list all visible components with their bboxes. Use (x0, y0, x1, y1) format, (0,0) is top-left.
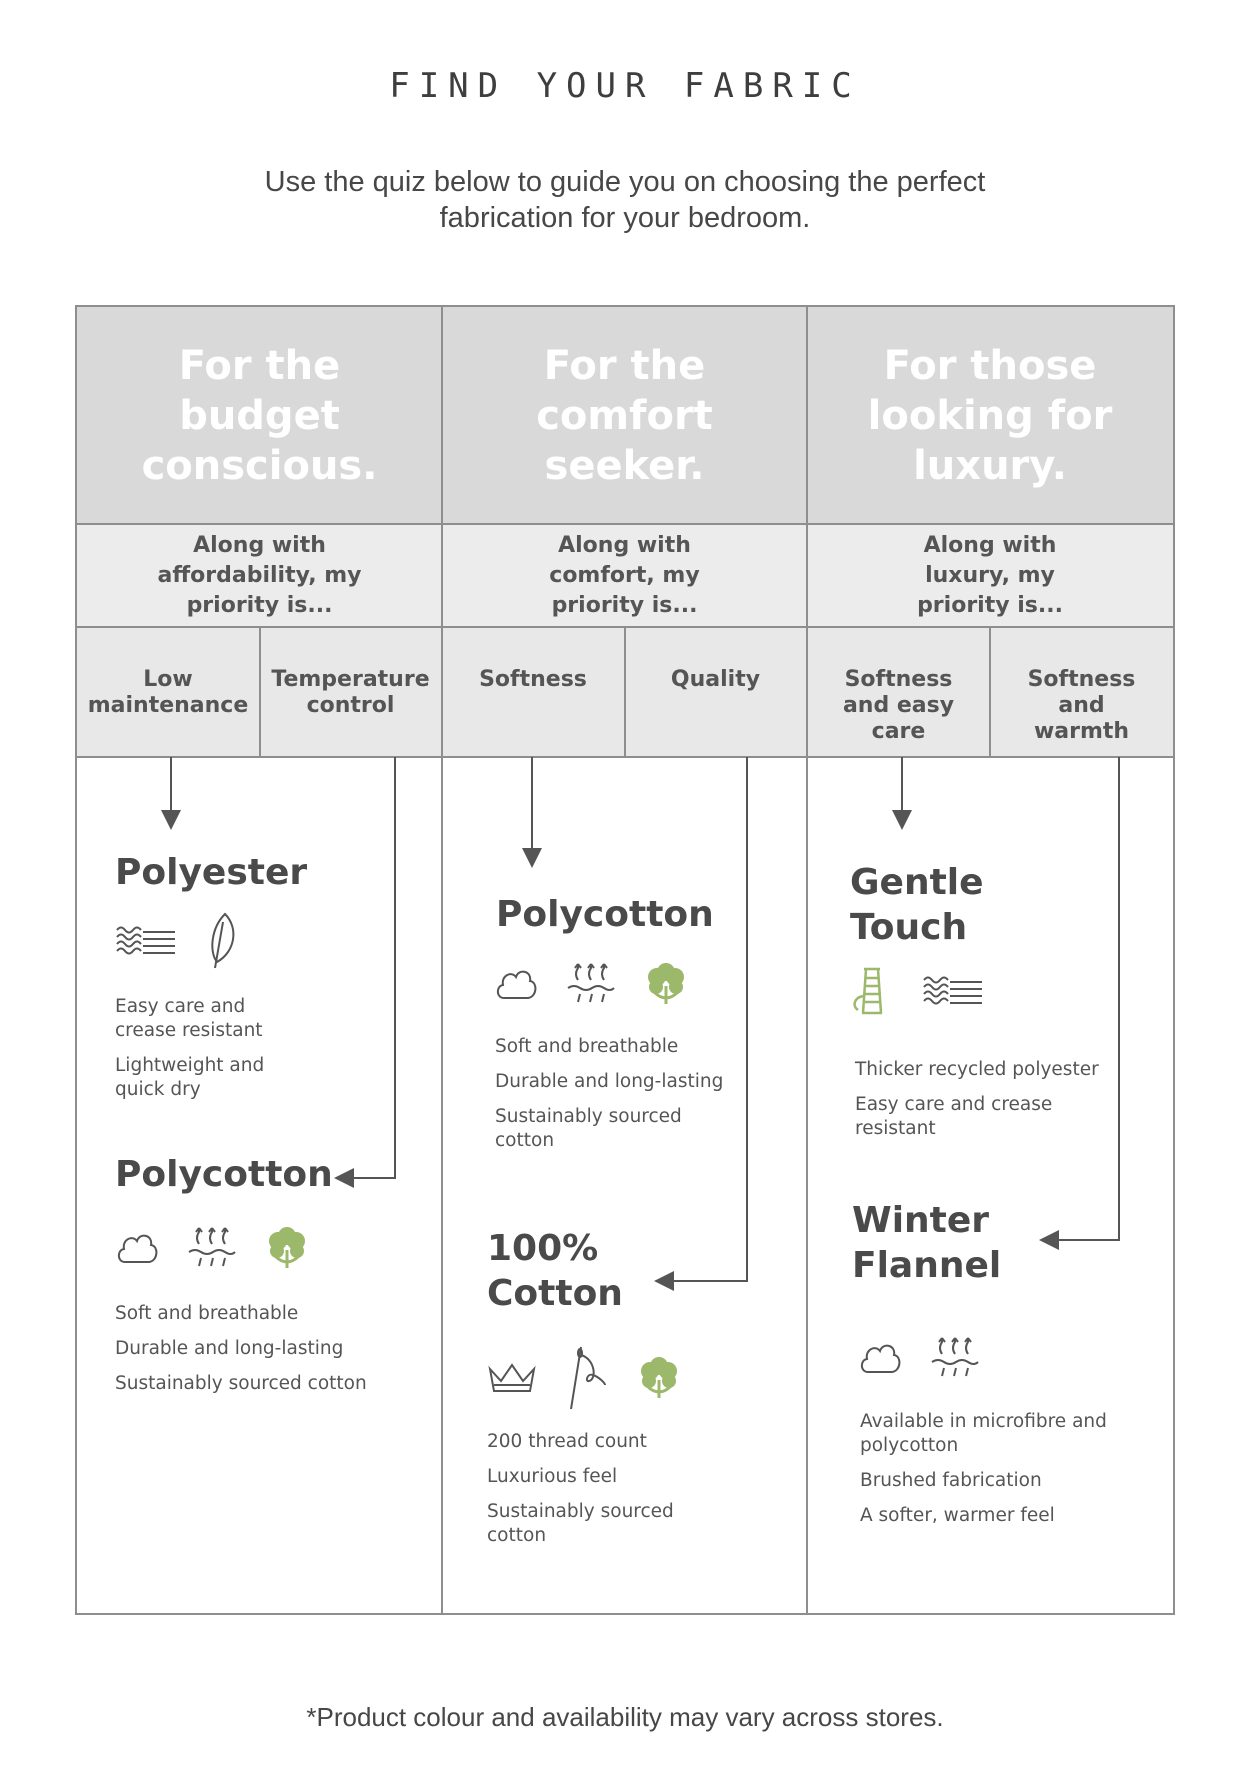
option-low-maintenance[interactable]: Low maintenance (77, 627, 259, 757)
fabric-name-polycotton: Polycotton (496, 894, 714, 935)
cotton-flower-icon (265, 1226, 309, 1274)
gentle-touch-features (855, 1058, 1115, 1152)
winter-flannel-features (860, 1410, 1120, 1539)
feature-text: Durable and long-lasting (115, 1338, 344, 1359)
feather-icon (205, 912, 239, 974)
winter-flannel-icons (858, 1336, 980, 1384)
gentle-touch-icons (850, 966, 984, 1020)
fabric-name-cotton: 100% Cotton (487, 1228, 623, 1314)
polycotton-features (115, 1302, 375, 1407)
crown-icon (487, 1361, 537, 1399)
breathable-icon (566, 962, 616, 1010)
feature-text: Durable and long-lasting (495, 1071, 724, 1092)
feature-text: Sustainably sourced cotton (487, 1501, 674, 1546)
polycotton-features (495, 1035, 725, 1164)
feature-text: Soft and breathable (495, 1036, 679, 1057)
fabric-name-polycotton: Polycotton (115, 1154, 333, 1195)
cloud-icon (115, 1228, 159, 1272)
recycled-spool-icon (850, 966, 894, 1020)
feature-text: Lightweight and quick dry (115, 1055, 265, 1100)
feature-text: Easy care and crease resistant (855, 1094, 1053, 1139)
fabric-name-gentle-touch: Gentle Touch (850, 862, 984, 948)
option-softness-easy-care[interactable]: Softness and easy care (807, 627, 990, 757)
arrow-warmth-winterflannel (1043, 757, 1119, 1240)
heading-comfort: For the comfort seeker. (442, 307, 807, 524)
priority-budget: Along with affordability, my priority is... (77, 524, 442, 627)
arrow-temperature-polycotton (338, 757, 395, 1178)
cloud-icon (858, 1338, 902, 1382)
cotton-flower-icon (644, 962, 688, 1010)
breathable-icon (930, 1336, 980, 1384)
option-quality[interactable]: Quality (624, 627, 807, 757)
feature-text: Sustainably sourced cotton (495, 1106, 682, 1151)
feature-text: Easy care and crease resistant (115, 996, 263, 1041)
polyester-icons (115, 912, 239, 974)
cloud-icon (494, 964, 538, 1008)
fabric-name-polyester: Polyester (115, 852, 308, 893)
feature-text: Brushed fabrication (860, 1470, 1042, 1491)
heading-budget: For the budget conscious. (77, 307, 442, 524)
feature-text: Luxurious feel (487, 1466, 618, 1487)
fabric-name-winter-flannel: Winter Flannel (852, 1200, 1002, 1286)
needle-thread-icon (565, 1345, 609, 1415)
cotton-flower-icon (637, 1356, 681, 1404)
footnote: *Product colour and availability may vary across stores. (306, 1702, 944, 1732)
option-softness[interactable]: Softness (442, 627, 624, 757)
feature-text: Available in microfibre and polycotton (860, 1411, 1107, 1456)
arrow-quality-cotton (658, 757, 747, 1281)
option-softness-warmth[interactable]: Softness and warmth (990, 627, 1173, 757)
page-title: FIND YOUR FABRIC (389, 66, 861, 106)
feature-text: A softer, warmer feel (860, 1505, 1055, 1526)
cotton-features (487, 1430, 737, 1559)
feature-text: Thicker recycled polyester (855, 1059, 1099, 1080)
polycotton-icons (115, 1226, 309, 1274)
polycotton-icons (494, 962, 688, 1010)
wavy-lines-icon (115, 924, 177, 962)
heading-luxury: For those looking for luxury. (807, 307, 1173, 524)
intro-text: Use the quiz below to guide you on choosing the perfect fabrication for your bedroom. (264, 166, 986, 234)
feature-text: Soft and breathable (115, 1303, 299, 1324)
feature-text: Sustainably sourced cotton (115, 1373, 367, 1394)
breathable-icon (187, 1226, 237, 1274)
cotton-icons (487, 1345, 681, 1415)
feature-text: 200 thread count (487, 1431, 647, 1452)
option-temperature-control[interactable]: Temperature control (259, 627, 442, 757)
priority-comfort: Along with comfort, my priority is... (442, 524, 807, 627)
wavy-lines-icon (922, 974, 984, 1012)
priority-luxury: Along with luxury, my priority is... (807, 524, 1173, 627)
polyester-features (115, 995, 285, 1113)
